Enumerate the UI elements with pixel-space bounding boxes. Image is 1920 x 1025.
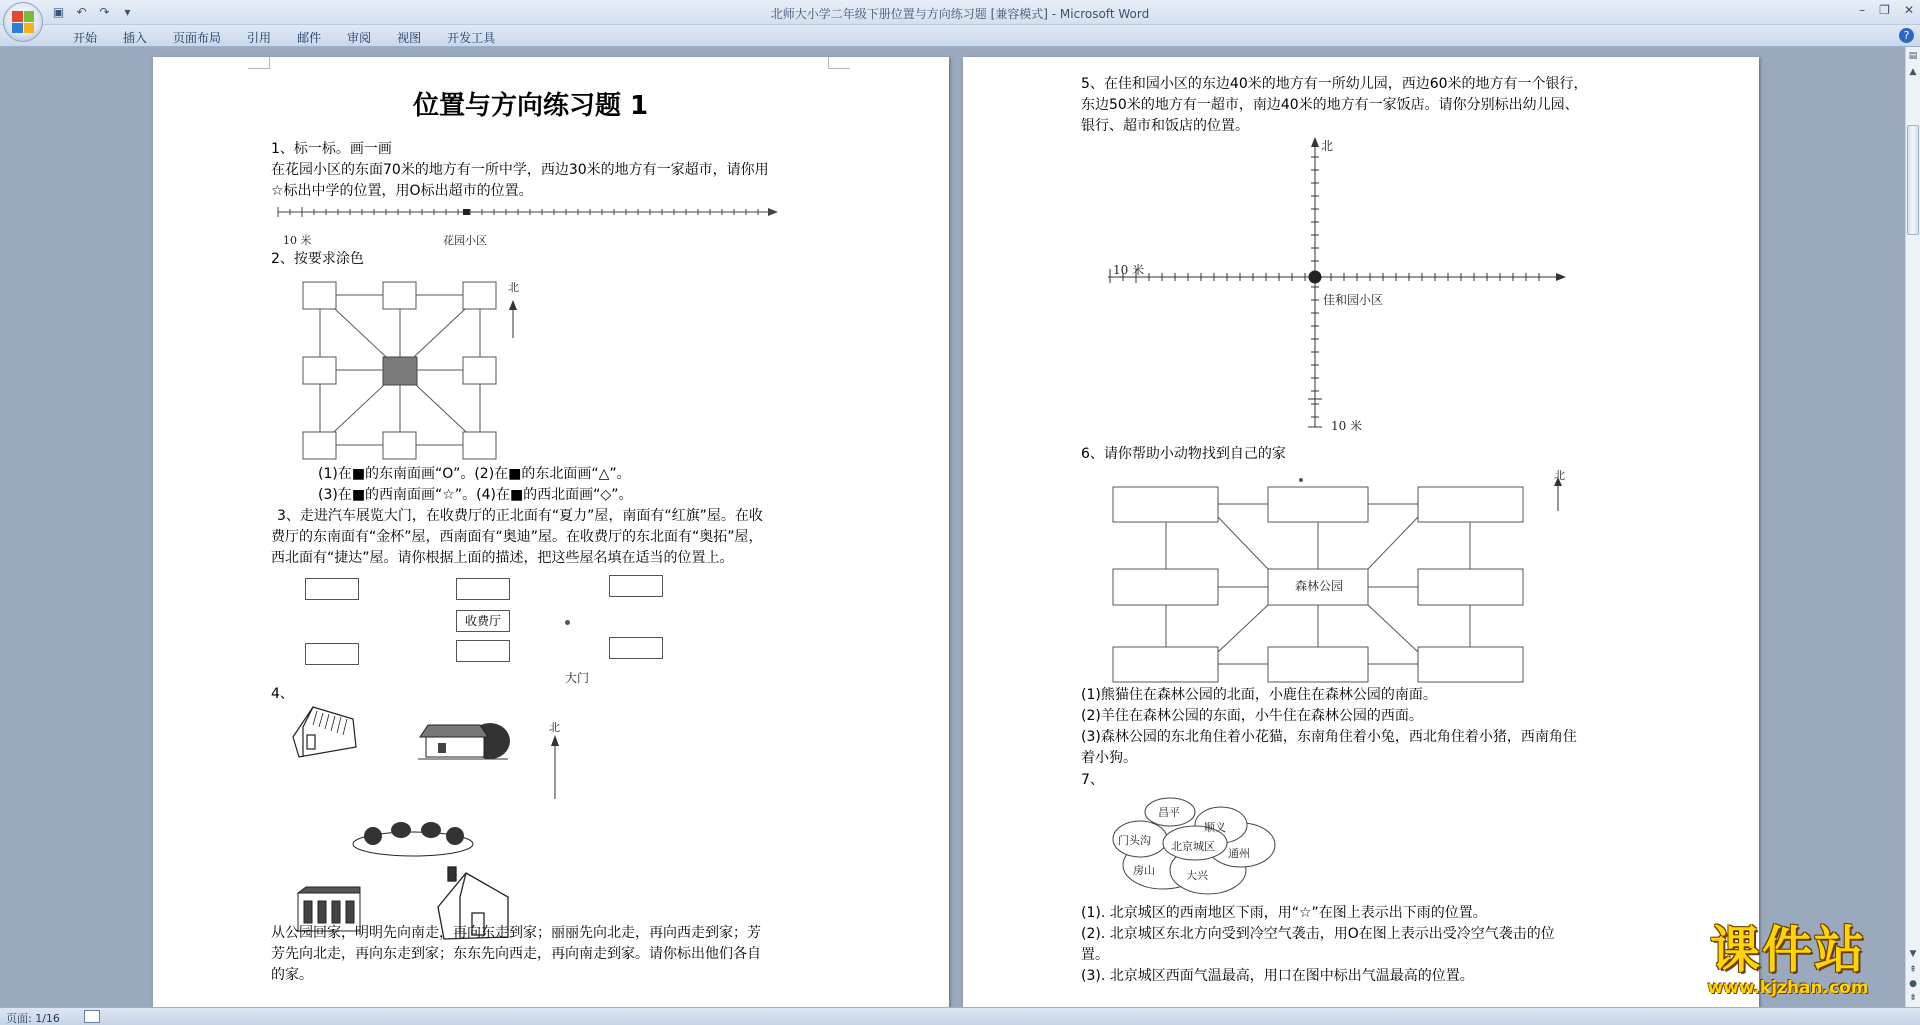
q7-district-daxing: 大兴 <box>1186 869 1208 882</box>
q1-center-label: 花园小区 <box>443 234 487 247</box>
q1-line2: ☆标出中学的位置，用O标出超市的位置。 <box>271 183 533 199</box>
q7-district-city: 北京城区 <box>1171 840 1215 853</box>
q5-center-label: 佳和园小区 <box>1323 293 1384 307</box>
q7-line2: (2). 北京城区东北方向受到冷空气袭击，用O在图上表示出受冷空气袭击的位 <box>1081 926 1555 942</box>
tab-developer[interactable]: 开发工具 <box>447 31 496 45</box>
q3-booth-box: 收费厅 <box>456 610 510 632</box>
q6-heading: 6、请你帮助小动物找到自己的家 <box>1081 446 1286 462</box>
q3-line3: 西北面有“捷达”屋。请你根据上面的描述，把这些屋名填在适当的位置上。 <box>271 550 734 566</box>
q3-dot <box>565 620 570 625</box>
q6-line4: 着小狗。 <box>1081 750 1137 766</box>
q3-blank-box <box>456 640 510 662</box>
q6-line3: (3)森林公园的东北角住着小花猫，东南角住着小兔，西北角住着小猪，西南角住 <box>1081 729 1577 745</box>
save-icon[interactable]: ▣ <box>52 4 65 19</box>
q4-line2: 芳先向北走，再向东走到家；东东先向西走，再向南走到家。请你标出他们各自 <box>271 946 761 962</box>
scroll-thumb[interactable] <box>1907 125 1919 235</box>
q1-number-line <box>273 205 793 225</box>
document-page-2[interactable] <box>963 57 1759 1007</box>
q5-line1: 5、在佳和园小区的东边40米的地方有一所幼儿园，西边60米的地方有一个银行， <box>1081 76 1588 92</box>
q3-blank-box <box>305 643 359 665</box>
tab-mailings[interactable]: 邮件 <box>297 31 322 45</box>
customize-qat-icon[interactable]: ▾ <box>124 4 131 19</box>
site-watermark <box>1668 922 1908 1006</box>
q4-heading: 4、 <box>271 686 294 702</box>
watermark-title: 课件站 <box>1710 921 1866 979</box>
redo-icon[interactable]: ↷ <box>99 4 110 19</box>
house-with-tree-icon <box>418 723 510 759</box>
margin-corner <box>828 57 850 69</box>
office-button[interactable] <box>3 2 43 42</box>
q5-north-label: 北 <box>1321 139 1334 153</box>
document-page-1[interactable] <box>153 57 949 1007</box>
q7-heading: 7、 <box>1081 772 1104 788</box>
next-page-icon[interactable]: ⇟ <box>1909 993 1917 1003</box>
q2-heading: 2、按要求涂色 <box>271 251 364 267</box>
office-logo-icon <box>12 11 34 33</box>
document-area[interactable] <box>0 47 1905 1007</box>
q7-line4: (3). 北京城区西面气温最高，用口在图中标出气温最高的位置。 <box>1081 968 1474 984</box>
window-title: 北师大小学二年级下册位置与方向练习题 [兼容模式] - Microsoft Word <box>770 7 1150 21</box>
margin-corner <box>248 57 270 69</box>
tab-insert[interactable]: 插入 <box>123 31 148 45</box>
q5-coordinate-axes <box>1108 137 1578 437</box>
q1-scale-label: 10 米 <box>283 234 312 247</box>
q1-heading: 1、标一标。画一画 <box>271 141 392 157</box>
ruler-toggle-icon[interactable]: ▤ <box>1908 51 1918 61</box>
q7-line3: 置。 <box>1081 947 1109 963</box>
window-controls <box>1859 3 1914 17</box>
proofing-icon[interactable] <box>84 1010 100 1023</box>
house-icon <box>293 707 356 757</box>
help-icon[interactable]: ? <box>1899 28 1914 43</box>
tab-references[interactable]: 引用 <box>247 31 272 45</box>
tab-home[interactable]: 开始 <box>73 31 98 45</box>
q1-line1: 在花园小区的东面70米的地方有一所中学，西边30米的地方有一家超市，请你用 <box>271 162 769 178</box>
q6-park-label: 森林公园 <box>1295 579 1344 593</box>
q7-district-mentougou: 门头沟 <box>1118 834 1151 847</box>
q7-line1: (1). 北京城区的西南地区下雨，用“☆”在图上表示出下雨的位置。 <box>1081 905 1487 921</box>
page-count-status[interactable]: 页面: 1/16 <box>6 1012 60 1025</box>
scroll-up-icon[interactable]: ▲ <box>1909 67 1917 77</box>
q6-north-label: 北 <box>1554 469 1565 482</box>
q3-line2: 费厅的东南面有“金杯”屋，西南面有“奥迪”屋。在收费厅的东北面有“奥拓”屋， <box>271 529 763 545</box>
q6-line2: (2)羊住在森林公园的东面，小牛住在森林公园的西面。 <box>1081 708 1423 724</box>
status-bar <box>0 1007 1920 1025</box>
q4-north-label: 北 <box>549 721 560 734</box>
q5-line3: 银行、超市和饭店的位置。 <box>1081 118 1249 134</box>
vertical-scrollbar[interactable] <box>1905 47 1920 1007</box>
q4-line3: 的家。 <box>271 967 313 983</box>
restore-icon[interactable]: ❐ <box>1879 3 1890 17</box>
q3-line1: 3、走进汽车展览大门，在收费厅的正北面有“夏力”屋，南面有“红旗”屋。在收 <box>277 508 763 524</box>
tab-review[interactable]: 审阅 <box>347 31 372 45</box>
tab-page-layout[interactable]: 页面布局 <box>173 31 222 45</box>
q5-line2: 东边50米的地方有一超市，南边40米的地方有一家饭店。请你分别标出幼儿园、 <box>1081 97 1579 113</box>
browse-object-icon[interactable]: ● <box>1909 979 1917 989</box>
q3-blank-box <box>456 578 510 600</box>
close-icon[interactable]: ✕ <box>1903 3 1914 17</box>
q2-north-label: 北 <box>508 281 519 294</box>
page-title: 位置与方向练习题 1 <box>413 91 649 121</box>
q3-blank-box <box>305 578 359 600</box>
q7-district-changping: 昌平 <box>1158 806 1180 819</box>
q7-district-tongzhou: 通州 <box>1228 847 1250 860</box>
q2-grid-diagram <box>303 282 533 457</box>
q3-blank-box <box>609 637 663 659</box>
title-bar <box>0 0 1920 25</box>
watermark-url: www.kjzhan.com <box>1707 978 1869 998</box>
ribbon-tab-bar <box>0 25 1920 47</box>
minimize-icon[interactable]: – <box>1859 3 1866 17</box>
tab-view[interactable]: 视图 <box>397 31 422 45</box>
q7-district-fangshan: 房山 <box>1133 864 1155 877</box>
q4-line1: 从公园回家，明明先向南走，再向东走到家；丽丽先向北走，再向西走到家；芳 <box>271 925 761 941</box>
q3-blank-box <box>609 575 663 597</box>
q2-line1: (1)在■的东南面画“O”。(2)在■的东北面画“△”。 <box>318 466 631 482</box>
q3-gate-label: 大门 <box>565 671 590 685</box>
undo-icon[interactable]: ↶ <box>76 4 87 19</box>
q6-line1: (1)熊猫住在森林公园的北面，小鹿住在森林公园的南面。 <box>1081 687 1437 703</box>
previous-page-icon[interactable]: ⇞ <box>1909 965 1917 975</box>
q7-district-shunyi: 顺义 <box>1204 821 1226 834</box>
q5-scale-x-label: 10 米 <box>1113 263 1145 277</box>
park-icon <box>353 822 473 856</box>
scroll-down-icon[interactable]: ▼ <box>1909 949 1917 959</box>
q4-map-illustration <box>293 707 613 937</box>
q5-scale-y-label: 10 米 <box>1331 419 1363 433</box>
q2-line2: (3)在■的西南面画“☆”。(4)在■的西北面画“◇”。 <box>318 487 633 503</box>
